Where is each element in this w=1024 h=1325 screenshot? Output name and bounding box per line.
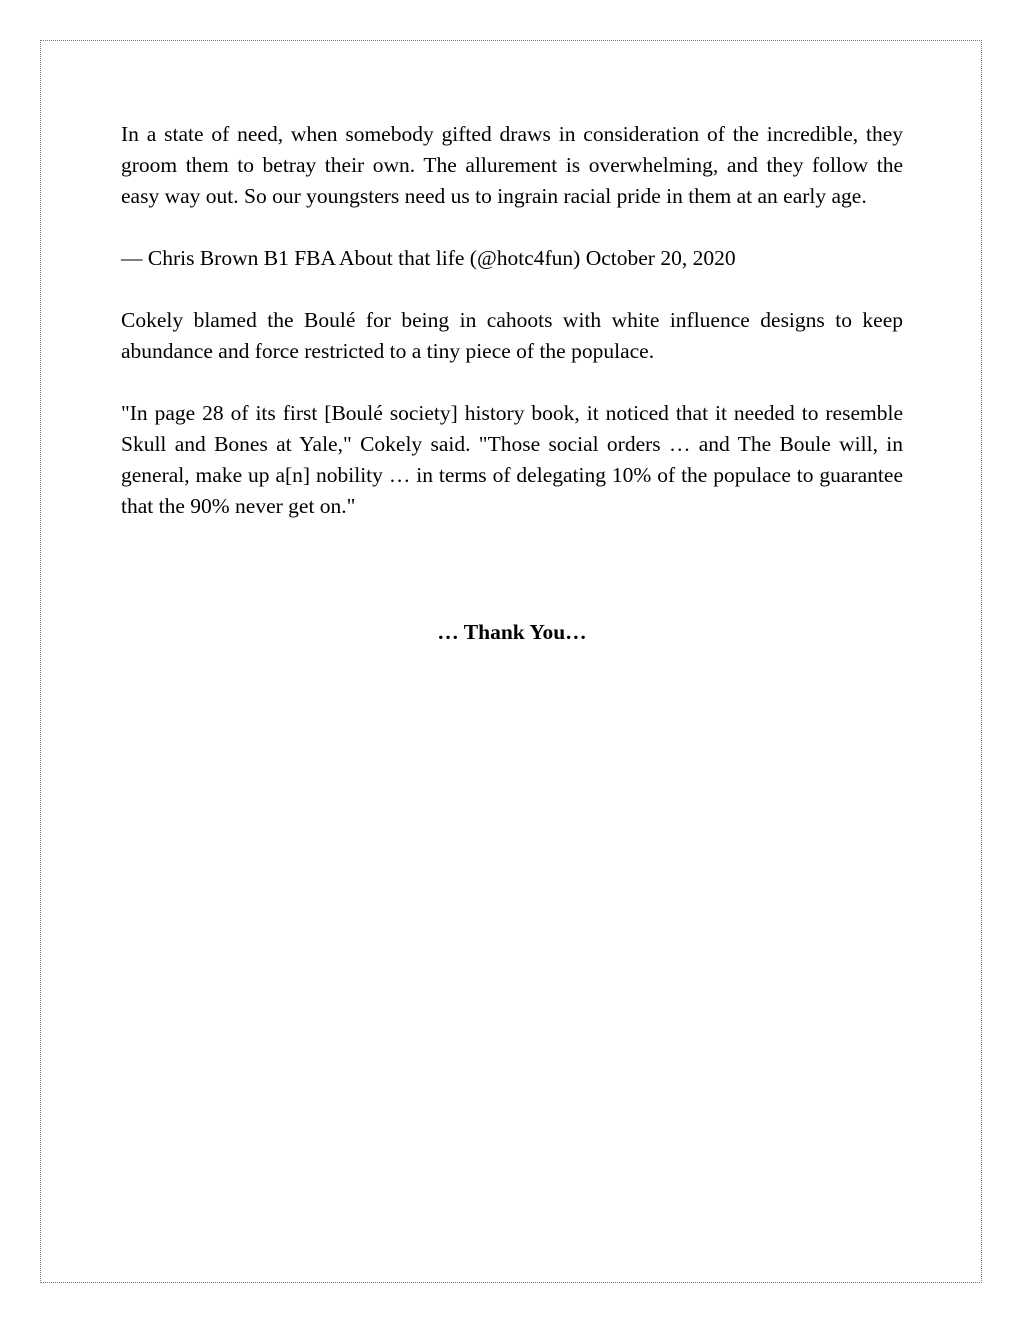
tweet-attribution: — Chris Brown B1 FBA About that life (@hotc4fun) October 20, 2020 xyxy=(121,246,736,270)
paragraph-quote: "In page 28 of its first [Boulé society] history book, it noticed that it needed to resemble Skull and Bones at Yale," Cokely said. "Those social orders … and The Boule will, in general, make up a[n] nobility … in terms of delegating 10% of the populace to guarantee that the 90% never get on." xyxy=(121,401,903,518)
paragraph-intro: In a state of need, when somebody gifted draws in consideration of the incredible, they groom them to betray their own. The allurement is overwhelming, and they follow the easy way out. So our youngsters need us to ingrain racial pride in them at an early age. xyxy=(121,122,903,208)
paragraph-cokely-boule: Cokely blamed the Boulé for being in cahoots with white influence designs to keep abundance and force restricted to a tiny piece of the populace. xyxy=(121,308,903,363)
closing-thank-you: … Thank You… xyxy=(437,620,587,644)
document-body xyxy=(121,119,903,553)
